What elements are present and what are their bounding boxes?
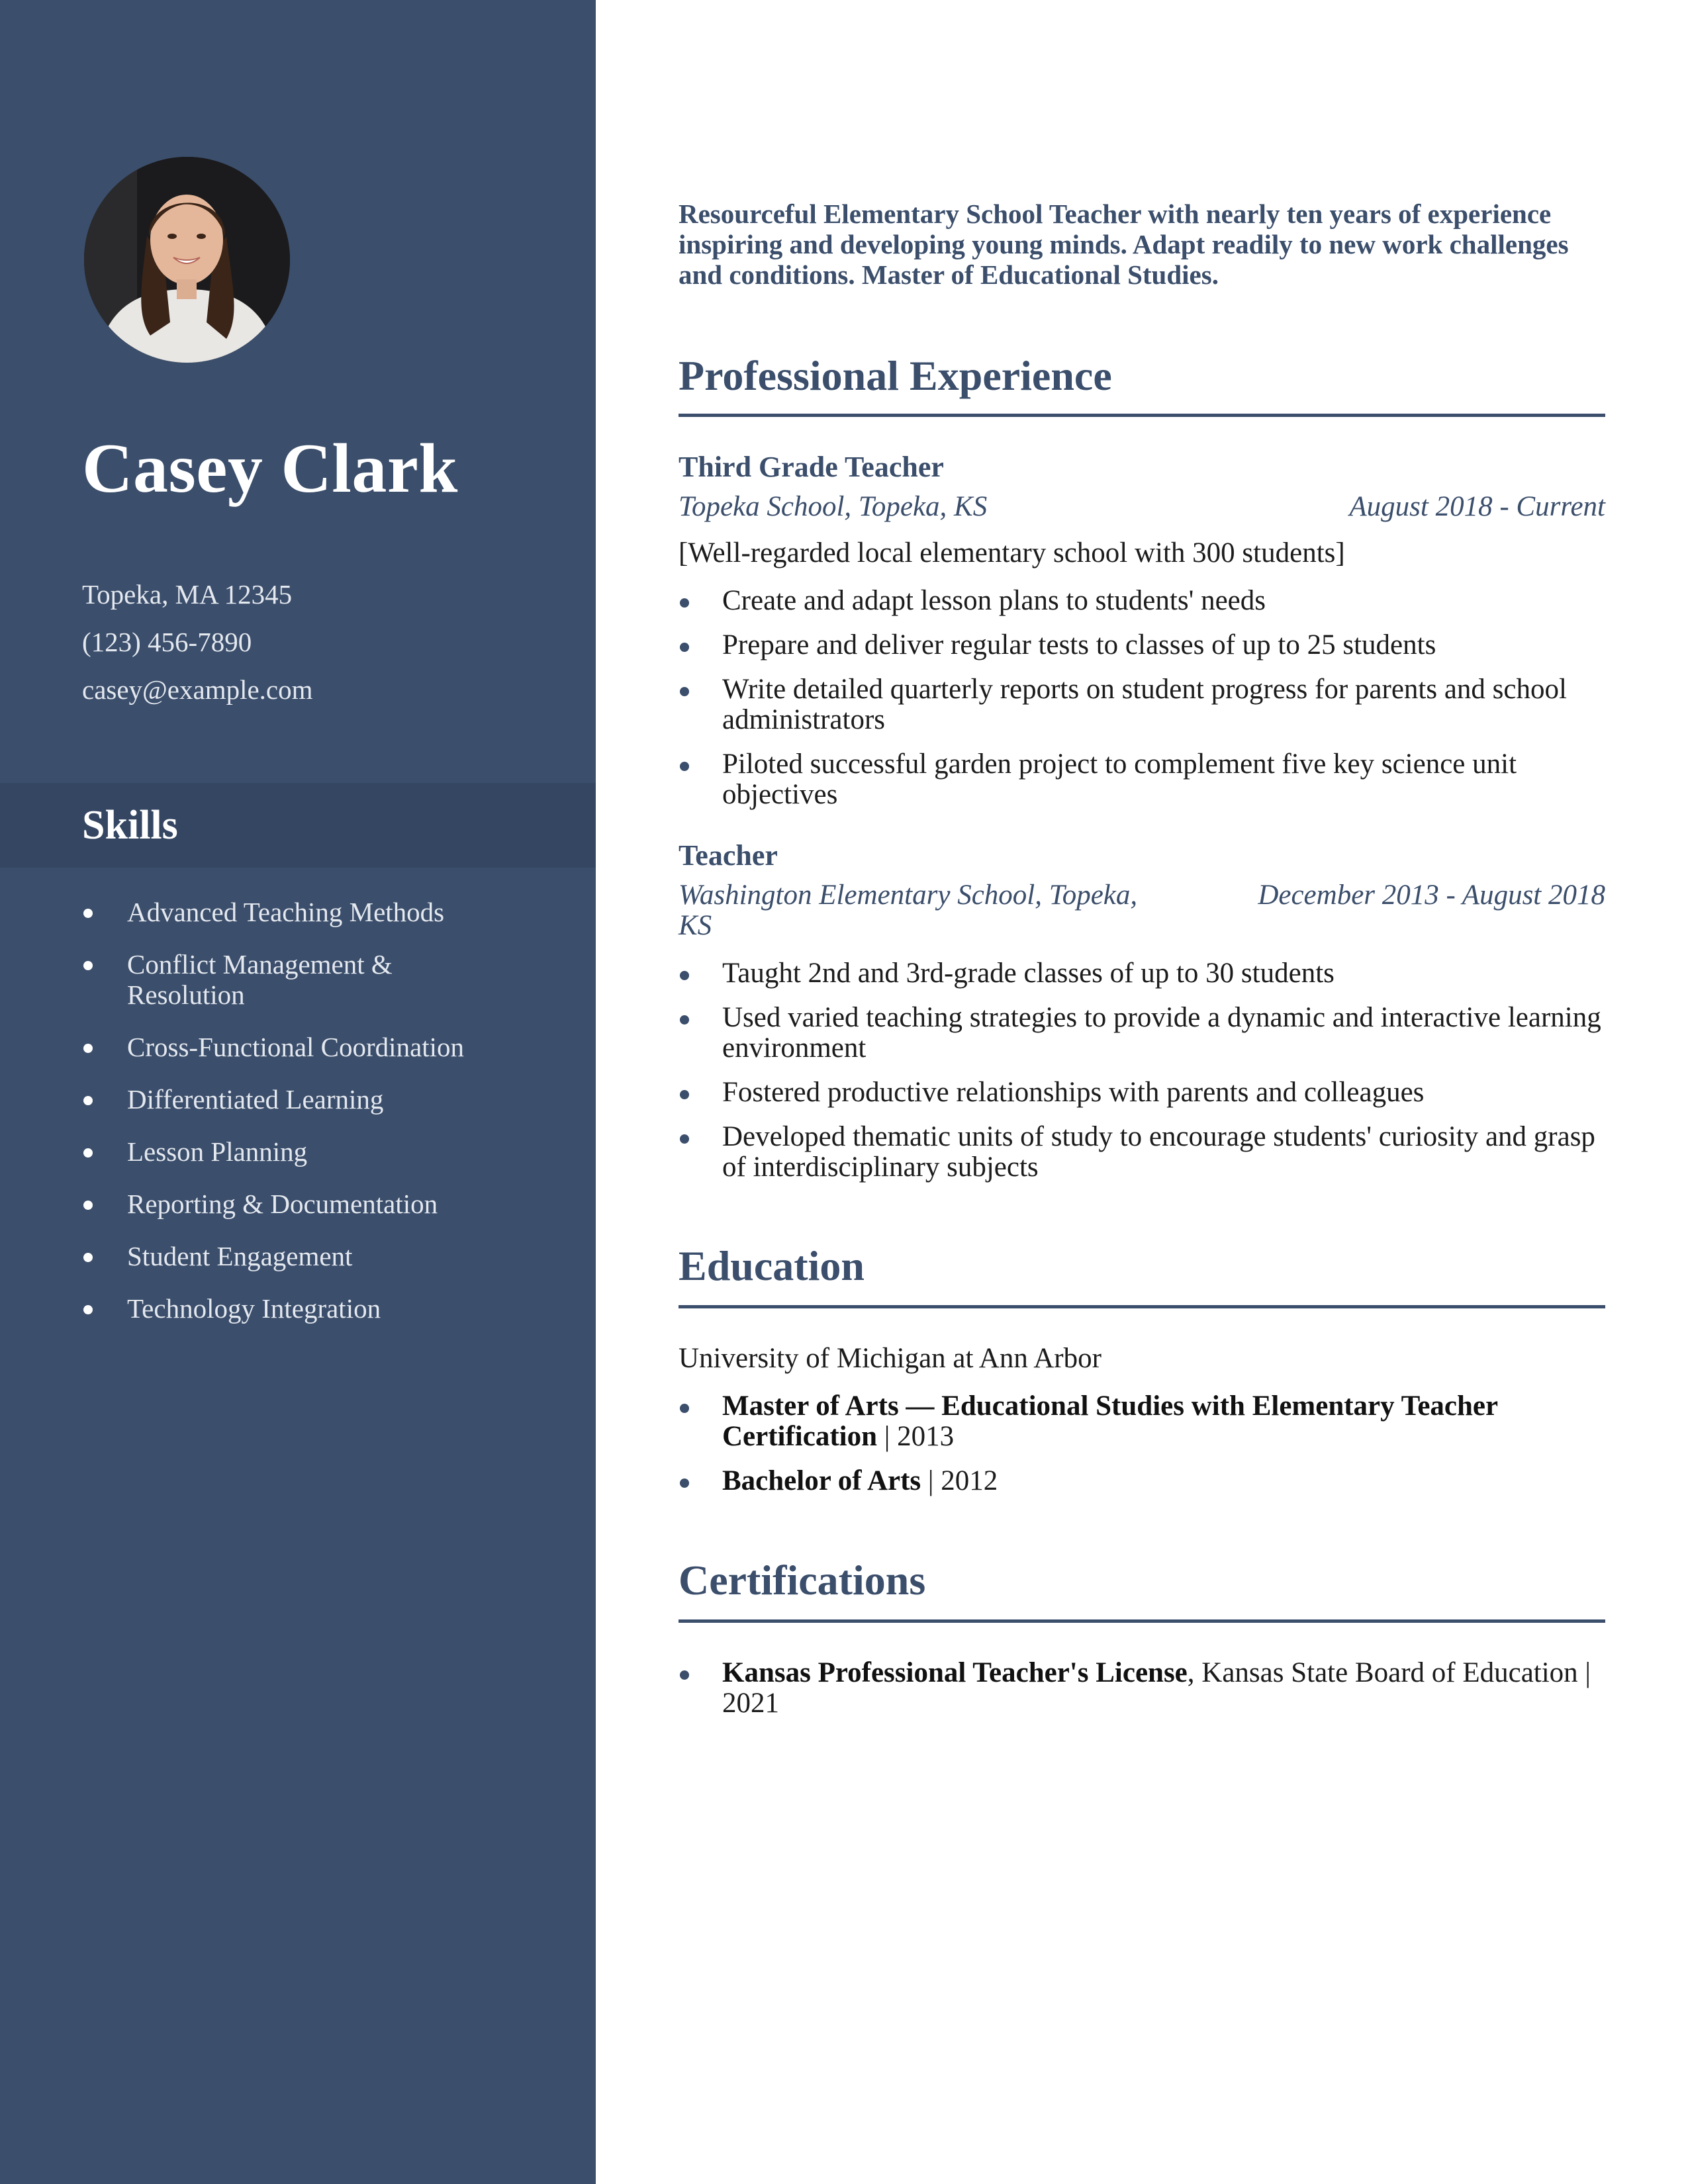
contact-email: casey@example.com bbox=[82, 674, 313, 705]
job-bullet: Used varied teaching strategies to provide a dynamic and interactive learning environment bbox=[679, 1003, 1605, 1064]
education-degree bbox=[679, 1391, 1605, 1452]
job-meta bbox=[679, 492, 1605, 525]
certifications-title: Certifications bbox=[679, 1557, 926, 1604]
skills-list bbox=[82, 897, 545, 1345]
contact-info bbox=[82, 570, 313, 713]
job-bullet: Taught 2nd and 3rd-grade classes of up to 30 students bbox=[679, 958, 1605, 989]
job-bullet: Piloted successful garden project to complement five key science unit objectives bbox=[679, 749, 1605, 810]
job-bullet: Prepare and deliver regular tests to classes of up to 25 students bbox=[679, 630, 1605, 660]
degree-year: | 2012 bbox=[921, 1465, 998, 1496]
job-bullets bbox=[679, 586, 1605, 824]
experience-title: Professional Experience bbox=[679, 352, 1112, 399]
skill-item: Conflict Management & Resolution bbox=[82, 949, 438, 1010]
education-degrees bbox=[679, 1391, 1605, 1510]
job-description: [Well-regarded local elementary school with 300 students] bbox=[679, 537, 1345, 569]
skill-item: Student Engagement bbox=[82, 1241, 545, 1271]
skills-title: Skills bbox=[82, 803, 178, 848]
experience-rule bbox=[679, 414, 1605, 417]
education-rule bbox=[679, 1305, 1605, 1308]
certifications-list bbox=[679, 1658, 1605, 1733]
job-bullet: Create and adapt lesson plans to students' needs bbox=[679, 586, 1605, 616]
job-bullets bbox=[679, 958, 1605, 1197]
certification-detail: , Kansas State Board of Education | 2021 bbox=[722, 1657, 1591, 1719]
job-dates: August 2018 - Current bbox=[1349, 491, 1605, 522]
education-school: University of Michigan at Ann Arbor bbox=[679, 1343, 1102, 1374]
degree-name: Master of Arts — Educational Studies with Elementary Teacher Certification bbox=[722, 1390, 1498, 1452]
job-title: Third Grade Teacher bbox=[679, 451, 944, 483]
education-degree bbox=[679, 1466, 1605, 1496]
skill-item: Reporting & Documentation bbox=[82, 1189, 545, 1219]
profile-photo bbox=[84, 157, 290, 363]
degree-year: | 2013 bbox=[877, 1421, 955, 1452]
certifications-rule bbox=[679, 1619, 1605, 1623]
skill-item: Differentiated Learning bbox=[82, 1084, 545, 1115]
summary: Resourceful Elementary School Teacher with nearly ten years of experience inspiring and developing young minds. Adapt readily to new work challenges and conditions. Master of Educational Studies. bbox=[679, 199, 1569, 290]
job-dates: December 2013 - August 2018 bbox=[1258, 880, 1605, 911]
job-bullet: Developed thematic units of study to encourage students' curiosity and grasp of interdisciplinary subjects bbox=[679, 1122, 1605, 1183]
job-organization: Washington Elementary School, Topeka, KS bbox=[679, 880, 1138, 941]
candidate-name: Casey Clark bbox=[82, 430, 458, 507]
skill-item: Advanced Teaching Methods bbox=[82, 897, 545, 927]
job-bullet: Fostered productive relationships with parents and colleagues bbox=[679, 1077, 1605, 1108]
job-title: Teacher bbox=[679, 839, 778, 872]
certification-item bbox=[679, 1658, 1605, 1719]
job-meta bbox=[679, 880, 1605, 944]
job-organization: Topeka School, Topeka, KS bbox=[679, 491, 988, 522]
certification-name: Kansas Professional Teacher's License bbox=[722, 1657, 1188, 1688]
skill-item: Lesson Planning bbox=[82, 1136, 545, 1167]
contact-address: Topeka, MA 12345 bbox=[82, 579, 293, 610]
sidebar bbox=[0, 0, 596, 2184]
skill-item: Cross-Functional Coordination bbox=[82, 1032, 545, 1062]
profile-photo-illustration bbox=[84, 157, 290, 363]
skill-item: Technology Integration bbox=[82, 1293, 545, 1324]
contact-phone: (123) 456-7890 bbox=[82, 627, 252, 657]
degree-name: Bachelor of Arts bbox=[722, 1465, 921, 1496]
education-title: Education bbox=[679, 1242, 865, 1289]
job-bullet: Write detailed quarterly reports on student progress for parents and school administrators bbox=[679, 674, 1605, 735]
